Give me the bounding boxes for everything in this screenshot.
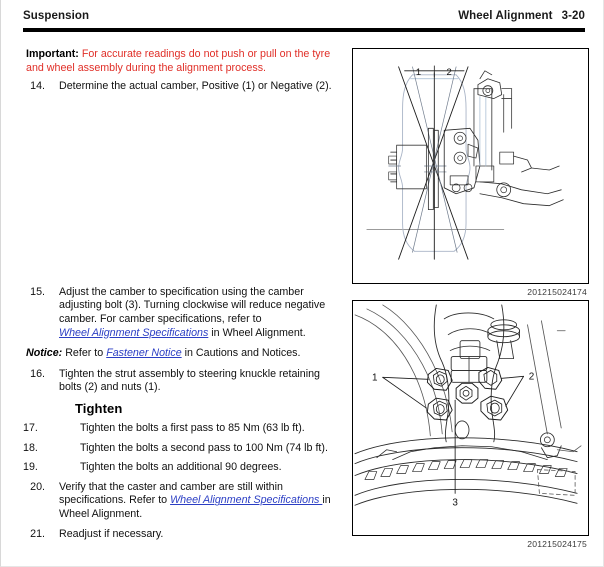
step-20: [23, 481, 343, 522]
step-20-text-part-2: in Wheel Alignment.: [59, 494, 331, 520]
figure-strut-fasteners: [352, 300, 589, 536]
step-14: [23, 80, 343, 94]
strut-diagram-svg: [353, 301, 588, 535]
camber-callout-2: 2: [446, 65, 452, 77]
important-notice: [23, 48, 343, 75]
header-section-title: Suspension: [23, 10, 90, 22]
important-text: For accurate readings do not push or pull on the tyre and wheel assembly during the alignment process.: [26, 48, 331, 74]
link-wheel-alignment-specifications-1[interactable]: Wheel Alignment Specifications: [59, 326, 209, 339]
step-15: [23, 286, 343, 340]
figure-camber-diagram: [352, 48, 589, 284]
figure-camber-caption: 201215024174: [527, 287, 587, 297]
header-topic-label: Wheel Alignment: [458, 10, 553, 22]
step-17-number: 17.: [23, 421, 38, 434]
important-label: Important:: [26, 48, 79, 60]
step-19-number: 19.: [23, 461, 38, 474]
step-18-number: 18.: [23, 441, 38, 454]
step-15-text: [59, 286, 343, 340]
strut-callout-3: 3: [452, 497, 458, 509]
spacer-between-step14-and-step15: [23, 100, 343, 286]
procedure-text-column: [23, 48, 343, 547]
step-19: [23, 461, 343, 475]
tighten-subheading: Tighten: [75, 400, 123, 416]
step-21-number: 21.: [30, 527, 45, 540]
link-fastener-notice[interactable]: Fastener Notice: [106, 347, 182, 360]
notice-text-part-1: Refer to: [62, 347, 107, 360]
step-14-text: Determine the actual camber, Positive (1) or Negative (2).: [59, 80, 332, 93]
notice-label: Notice:: [26, 347, 63, 360]
strut-callout-1: 1: [372, 372, 378, 384]
step-19-text: Tighten the bolts an additional 90 degrees.: [80, 461, 282, 474]
step-15-number: 15.: [30, 285, 45, 298]
header-divider-rule: [23, 28, 585, 32]
step-15-text-part-1: Adjust the camber to specification using the camber adjusting bolt (3). Turning clockwise will reduce negative camber. For camber specifications, refer to: [59, 285, 326, 325]
figure-strut-caption: 201215024175: [527, 539, 587, 549]
step-14-number: 14.: [30, 80, 45, 93]
page-header: [23, 10, 585, 30]
step-20-text: [59, 481, 343, 522]
step-21-text: Readjust if necessary.: [59, 527, 164, 540]
step-20-number: 20.: [30, 480, 45, 493]
camber-callout-1: 1: [415, 65, 422, 77]
step-17: [23, 422, 343, 436]
step-15-text-part-2: in Wheel Alignment.: [208, 326, 306, 339]
camber-diagram-svg: [353, 49, 588, 283]
link-wheel-alignment-specifications-2[interactable]: Wheel Alignment Specifications: [170, 494, 323, 507]
header-page-number: 3-20: [561, 10, 585, 22]
header-topic-title: [458, 10, 585, 22]
notice-text-part-2: in Cautions and Notices.: [181, 347, 301, 360]
step-16-text: Tighten the strut assembly to steering knuckle retaining bolts (2) and nuts (1).: [59, 367, 320, 394]
fastener-notice: [23, 347, 343, 361]
step-18: [23, 442, 343, 456]
step-16: [23, 368, 343, 395]
strut-callout-2: 2: [528, 371, 535, 383]
step-20-text-part-1: Verify that the caster and camber are still within specifications. Refer to: [59, 480, 283, 507]
step-21: [23, 528, 343, 542]
step-18-text: Tighten the bolts a second pass to 100 Nm (74 lb ft).: [80, 441, 328, 454]
step-16-number: 16.: [30, 367, 45, 380]
step-17-text: Tighten the bolts a first pass to 85 Nm (63 lb ft).: [80, 421, 305, 434]
